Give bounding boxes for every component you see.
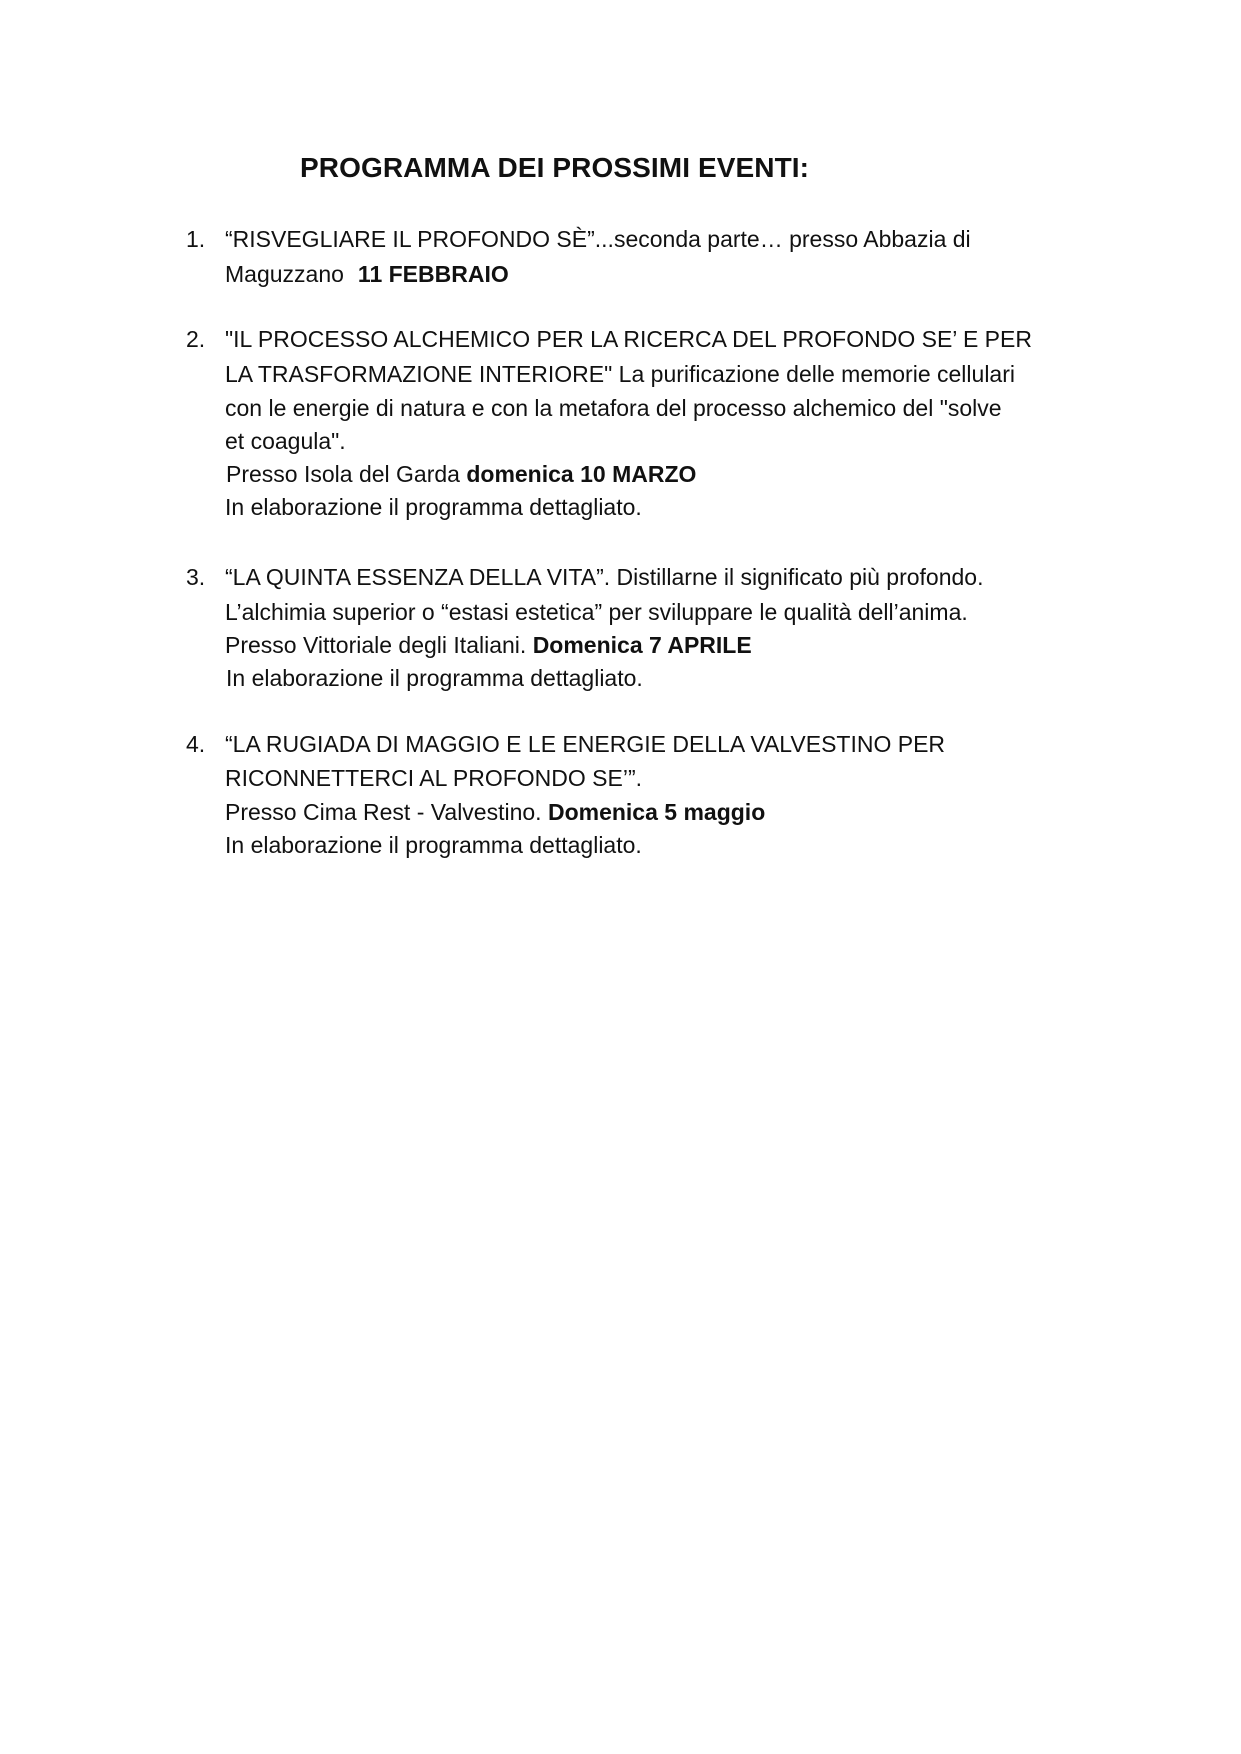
event-date: 11 FEBBRAIO [357, 261, 509, 287]
event-title-line: "IL PROCESSO ALCHEMICO PER LA RICERCA DEL PROFONDO SE’ E PER [225, 326, 1032, 352]
event-number: 3. [186, 564, 206, 590]
event-description-line: LA TRASFORMAZIONE INTERIORE" La purificazione delle memorie cellulari [225, 361, 1015, 387]
event-date: Domenica 5 maggio [547, 799, 766, 825]
event-location-line [225, 795, 765, 829]
event-note: In elaborazione il programma dettagliato. [226, 665, 643, 691]
event-description-line: con le energie di natura e con la metafora del processo alchemico del "solve [225, 395, 1002, 421]
event-description-line: et coagula". [225, 428, 346, 454]
event-note: In elaborazione il programma dettagliato. [225, 494, 642, 520]
event-title-line: RICONNETTERCI AL PROFONDO SE’”. [225, 765, 643, 791]
event-title-line: “RISVEGLIARE IL PROFONDO SÈ”...seconda parte… presso Abbazia di [225, 226, 971, 252]
event-location-line [225, 628, 752, 662]
event-number: 4. [186, 731, 206, 757]
event-location: Presso Isola del Garda [226, 461, 467, 487]
event-location: Maguzzano [225, 261, 344, 287]
event-location: Presso Vittoriale degli Italiani. [225, 632, 533, 658]
event-note: In elaborazione il programma dettagliato. [225, 832, 642, 858]
page-title: PROGRAMMA DEI PROSSIMI EVENTI: [300, 152, 810, 183]
event-title-line: “LA RUGIADA DI MAGGIO E LE ENERGIE DELLA VALVESTINO PER [225, 731, 946, 757]
event-location-line [226, 457, 696, 491]
event-description-line: L’alchimia superior o “estasi estetica” per sviluppare le qualità dell’anima. [225, 599, 968, 625]
event-number: 1. [186, 226, 206, 252]
event-title-line: “LA QUINTA ESSENZA DELLA VITA”. Distillarne il significato più profondo. [225, 564, 984, 590]
event-date: domenica 10 MARZO [466, 461, 697, 487]
event-location: Presso Cima Rest - Valvestino. [225, 799, 548, 825]
event-number: 2. [186, 326, 206, 352]
event-location-line [225, 257, 509, 291]
event-date: Domenica 7 APRILE [532, 632, 752, 658]
